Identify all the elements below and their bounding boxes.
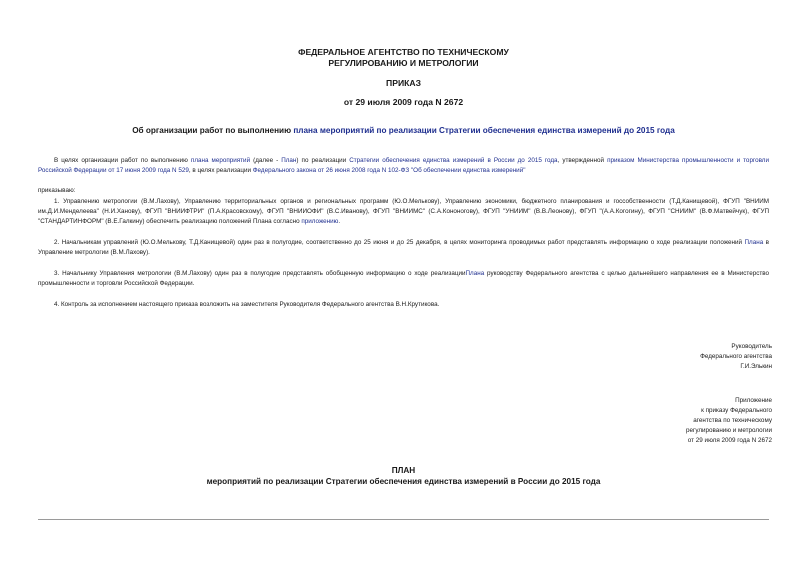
ministry-order-link[interactable]: приказом Министерства промышленности и торговли Российской Федерации от 17 июня 2009 года N 529	[38, 157, 769, 174]
order-title-link[interactable]: плана мероприятий по реализации Стратегии обеспечения единства измерений до 2015 года	[293, 126, 675, 135]
intro-paragraph	[38, 156, 769, 176]
plan-link[interactable]: плана мероприятий	[190, 157, 251, 164]
plan-subtitle: мероприятий по реализации Стратегии обеспечения единства измерений в России до 2015 года	[206, 477, 601, 486]
appendix-line-5: от 29 июля 2009 года N 2672	[687, 437, 772, 444]
paragraph-2-end: в Управление метрологии (В.М.Лахову).	[38, 239, 769, 256]
bottom-divider	[38, 519, 769, 520]
document-type: ПРИКАЗ	[386, 78, 421, 88]
appendix-link[interactable]: приложению	[301, 218, 339, 225]
paragraph-3-end: руководству Федерального агентства с целью дальнейшего направления ее в Министерство промышленности и торговли Российской Федерации.	[38, 270, 770, 287]
document-date: от 29 июля 2009 года N 2672	[343, 97, 464, 107]
intro-text-3: ) по реализации	[296, 157, 350, 164]
signature-block	[672, 342, 772, 372]
paragraph-2-text: 2. Начальникам управлений (Ю.О.Мелькову, Т.Д.Канищевой) один раз в полугодие, соответственно до 25 июня и до 25 декабря, в целях мониторинга проводимых работ представлять информацию о ходе реализации положений	[54, 239, 745, 246]
paragraph-1-end: .	[338, 218, 341, 225]
appendix-line-4: регулированию и метрологии	[686, 427, 772, 434]
federal-law-link[interactable]: Федерального закона от 26 июня 2008 года N 102-ФЗ "Об обеспечении единства измерений"	[252, 167, 526, 174]
signature-name: Г.И.Элькин	[740, 363, 772, 370]
plan-short-link[interactable]: План	[281, 157, 297, 164]
appendix-block	[672, 396, 772, 446]
plan-title: ПЛАН	[391, 466, 416, 475]
agency-name-line1: ФЕДЕРАЛЬНОЕ АГЕНТСТВО ПО ТЕХНИЧЕСКОМУ	[298, 47, 509, 57]
paragraph-2	[38, 238, 769, 258]
agency-name-line2: РЕГУЛИРОВАНИЮ И МЕТРОЛОГИИ	[328, 58, 479, 68]
signature-agency: Федерального агентства	[700, 353, 772, 360]
appendix-line-2: к приказу Федерального	[701, 407, 772, 414]
appendix-line-1: Приложение	[735, 397, 772, 404]
intro-text-5: , в целях реализации	[188, 167, 253, 174]
paragraph-4: 4. Контроль за исполнением настоящего приказа возложить на заместителя Руководителя Федерального агентства В.Н.Крутикова.	[54, 301, 440, 308]
paragraph-3	[38, 269, 769, 289]
appendix-line-3: агентства по техническому	[693, 417, 772, 424]
order-title-prefix: Об организации работ по выполнению	[132, 126, 294, 135]
order-word: приказываю:	[38, 187, 76, 194]
signature-title: Руководитель	[731, 343, 772, 350]
strategy-link[interactable]: Стратегии обеспечения единства измерений в России до 2015 года	[349, 157, 558, 164]
paragraph-1-text: 1. Управлению метрологии (В.М.Лахову), Управлению территориальных органов и региональных программ (Ю.О.Мелькову), Управлению экономики, бюджетного планирования и госсобственности (Т.Д.Канищевой), ФГУП "ВНИИМ им.Д.И.Менделеева" (Н.И.Ханову), ФГУП "ВНИИФТРИ" (П.А.Красовскому), ФГУП "ВНИИОФИ" (В.С.Иванову), ФГУП "ВНИИМС" (С.А.Кононогову), ФГУП "УНИИМ" (В.В.Леонову), ФГУП "(А.А.Когогину), ФГУП "СНИИМ" (В.Ф.Матвейчук), ФГУП "СТАНДАРТИНФОРМ" (В.Е.Галкину) обеспечить реализацию положений Плана согласно	[38, 198, 769, 225]
paragraph-3-text: 3. Начальнику Управления метрологии (В.М.Лахову) один раз в полугодие представлять обобщенную информацию о ходе реализации	[54, 270, 466, 277]
intro-text-4: , утвержденной	[557, 157, 608, 164]
plan-link-p2[interactable]: Плана	[744, 239, 764, 246]
plan-link-p3[interactable]: Плана	[465, 270, 485, 277]
paragraph-1	[38, 197, 769, 227]
order-title	[0, 125, 807, 136]
intro-text-1: В целях организации работ по выполнению	[54, 157, 191, 164]
intro-text-2: (далее -	[250, 157, 282, 164]
